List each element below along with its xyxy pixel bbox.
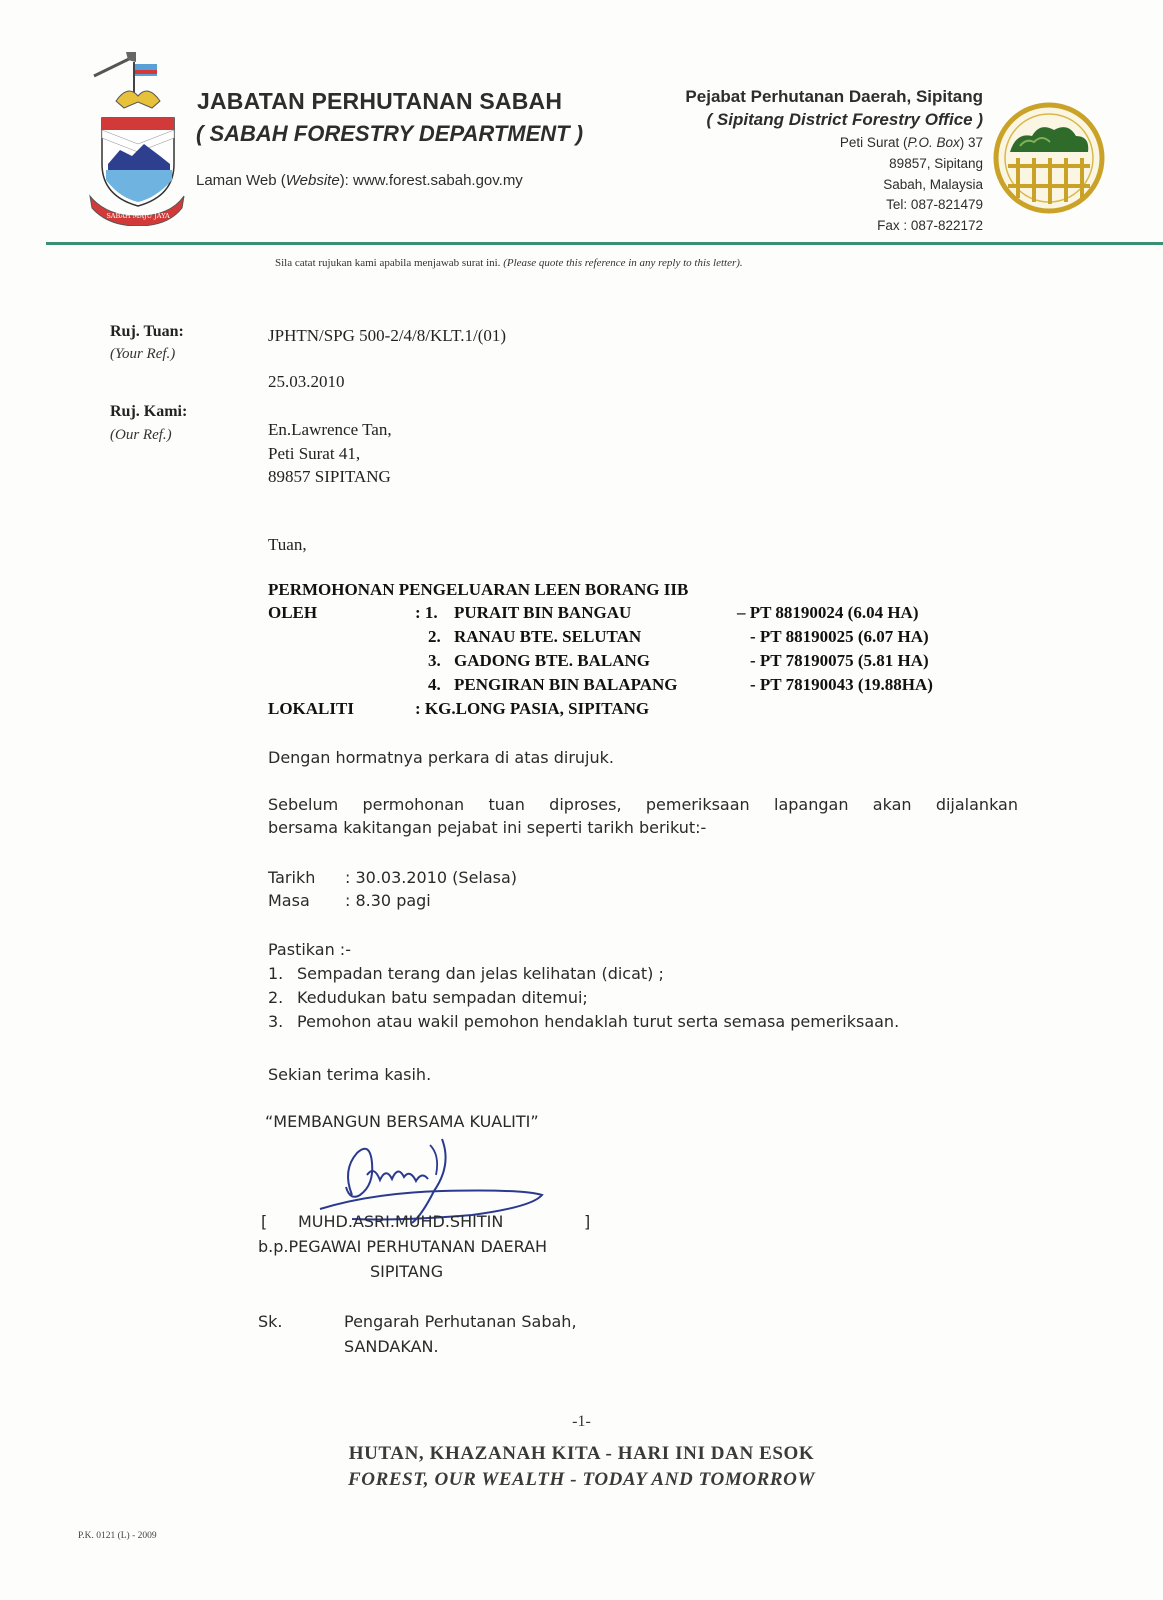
- lokaliti-value: : KG.LONG PASIA, SIPITANG: [415, 699, 650, 718]
- cc-line2: SANDAKAN.: [344, 1337, 439, 1356]
- item-2-number: 2.: [268, 988, 284, 1007]
- masa-label: Masa: [268, 891, 310, 910]
- website-label-en: Website: [285, 172, 340, 189]
- header-divider: [46, 242, 1163, 245]
- state: Sabah, Malaysia: [883, 177, 983, 192]
- subject-title: PERMOHONAN PENGELUARAN LEEN BORANG IIB: [268, 580, 689, 599]
- applicant-4-name: PENGIRAN BIN BALAPANG: [454, 675, 678, 694]
- department-name: JABATAN PERHUTANAN SABAH: [197, 88, 563, 114]
- oleh-label: OLEH: [268, 603, 318, 622]
- recipient-address-line1: Peti Surat 41,: [268, 444, 361, 463]
- paragraph-2-line2: bersama kakitangan pejabat ini seperti tarikh berikut:-: [268, 818, 707, 837]
- website-label-ms: Laman Web (: [196, 172, 286, 189]
- forestry-office-logo: [992, 102, 1106, 214]
- sabah-crest-logo: [86, 46, 186, 226]
- office-name-english: ( Sipitang District Forestry Office ): [706, 110, 983, 129]
- applicant-2-prefix: 2.: [428, 627, 441, 646]
- opening-paragraph: Dengan hormatnya perkara di atas dirujuk.: [268, 748, 614, 767]
- crest-motto: SABAH MAJU JAYA: [106, 212, 170, 220]
- signatory-name: MUHD.ASRI.MUHD.SHITIN: [298, 1212, 504, 1231]
- lokaliti-label: LOKALITI: [268, 699, 354, 718]
- letter-date: 25.03.2010: [268, 372, 345, 391]
- signatory-bracket-close: ]: [584, 1212, 591, 1231]
- reference-number: JPHTN/SPG 500-2/4/8/KLT.1/(01): [268, 326, 507, 345]
- footer-slogan-english: FOREST, OUR WEALTH - TODAY AND TOMORROW: [347, 1469, 815, 1490]
- applicant-3-prefix: 3.: [428, 651, 441, 670]
- signatory-location: SIPITANG: [370, 1262, 444, 1281]
- item-3-text: Pemohon atau wakil pemohon hendaklah turut serta semasa pemeriksaan.: [297, 1012, 900, 1031]
- motto: “MEMBANGUN BERSAMA KUALITI”: [265, 1112, 539, 1131]
- pastikan-heading: Pastikan :-: [268, 940, 351, 959]
- website-url: ): www.forest.sabah.gov.my: [339, 172, 523, 189]
- closing-line: Sekian terima kasih.: [268, 1065, 432, 1084]
- fax: Fax : 087-822172: [877, 218, 983, 233]
- paragraph-2-line1: Sebelum permohonan tuan diproses, pemeriksaan lapangan akan dijalankan: [268, 795, 1018, 814]
- applicant-4-prefix: 4.: [428, 675, 441, 694]
- website-line: [196, 172, 523, 189]
- postcode: 89857, Sipitang: [889, 156, 983, 171]
- signatory-title: b.p.PEGAWAI PERHUTANAN DAERAH: [258, 1237, 548, 1256]
- page-number: -1-: [572, 1413, 591, 1430]
- your-ref-label: Ruj. Tuan:: [110, 323, 184, 340]
- item-1-text: Sempadan terang dan jelas kelihatan (dicat) ;: [297, 964, 664, 983]
- applicant-1-lot: – PT 88190024 (6.04 HA): [737, 603, 919, 622]
- department-name-english: ( SABAH FORESTRY DEPARTMENT ): [196, 121, 584, 146]
- recipient-address-line2: 89857 SIPITANG: [268, 467, 391, 486]
- applicant-4-lot: - PT 78190043 (19.88HA): [750, 675, 933, 694]
- cc-line1: Pengarah Perhutanan Sabah,: [344, 1312, 577, 1331]
- recipient-name: En.Lawrence Tan,: [268, 420, 392, 439]
- form-code: P.K. 0121 (L) - 2009: [78, 1531, 157, 1541]
- reference-note: Sila catat rujukan kami apabila menjawab surat ini. (Please quote this reference in any reply to this letter).: [275, 257, 743, 269]
- applicant-3-name: GADONG BTE. BALANG: [454, 651, 650, 670]
- telephone: Tel: 087-821479: [886, 197, 983, 212]
- item-2-text: Kedudukan batu sempadan ditemui;: [297, 988, 588, 1007]
- our-ref-label: Ruj. Kami:: [110, 403, 188, 420]
- tarikh-label: Tarikh: [268, 868, 316, 887]
- cc-label: Sk.: [258, 1312, 283, 1331]
- item-1-number: 1.: [268, 964, 284, 983]
- applicant-2-name: RANAU BTE. SELUTAN: [454, 627, 642, 646]
- signatory-bracket-open: [: [261, 1212, 268, 1231]
- your-ref-sublabel: (Your Ref.): [110, 346, 176, 362]
- applicant-1-name: PURAIT BIN BANGAU: [454, 603, 632, 622]
- applicant-2-lot: - PT 88190025 (6.07 HA): [750, 627, 929, 646]
- masa-value: : 8.30 pagi: [345, 891, 431, 910]
- footer-slogan-malay: HUTAN, KHAZANAH KITA - HARI INI DAN ESOK: [348, 1443, 815, 1464]
- item-3-number: 3.: [268, 1012, 284, 1031]
- po-box: Peti Surat (P.O. Box) 37: [839, 135, 983, 150]
- our-ref-sublabel: (Our Ref.): [110, 427, 172, 443]
- applicant-1-prefix: : 1.: [415, 603, 438, 622]
- salutation: Tuan,: [268, 535, 307, 554]
- office-name: Pejabat Perhutanan Daerah, Sipitang: [685, 87, 983, 106]
- applicant-3-lot: - PT 78190075 (5.81 HA): [750, 651, 929, 670]
- tarikh-value: : 30.03.2010 (Selasa): [345, 868, 518, 887]
